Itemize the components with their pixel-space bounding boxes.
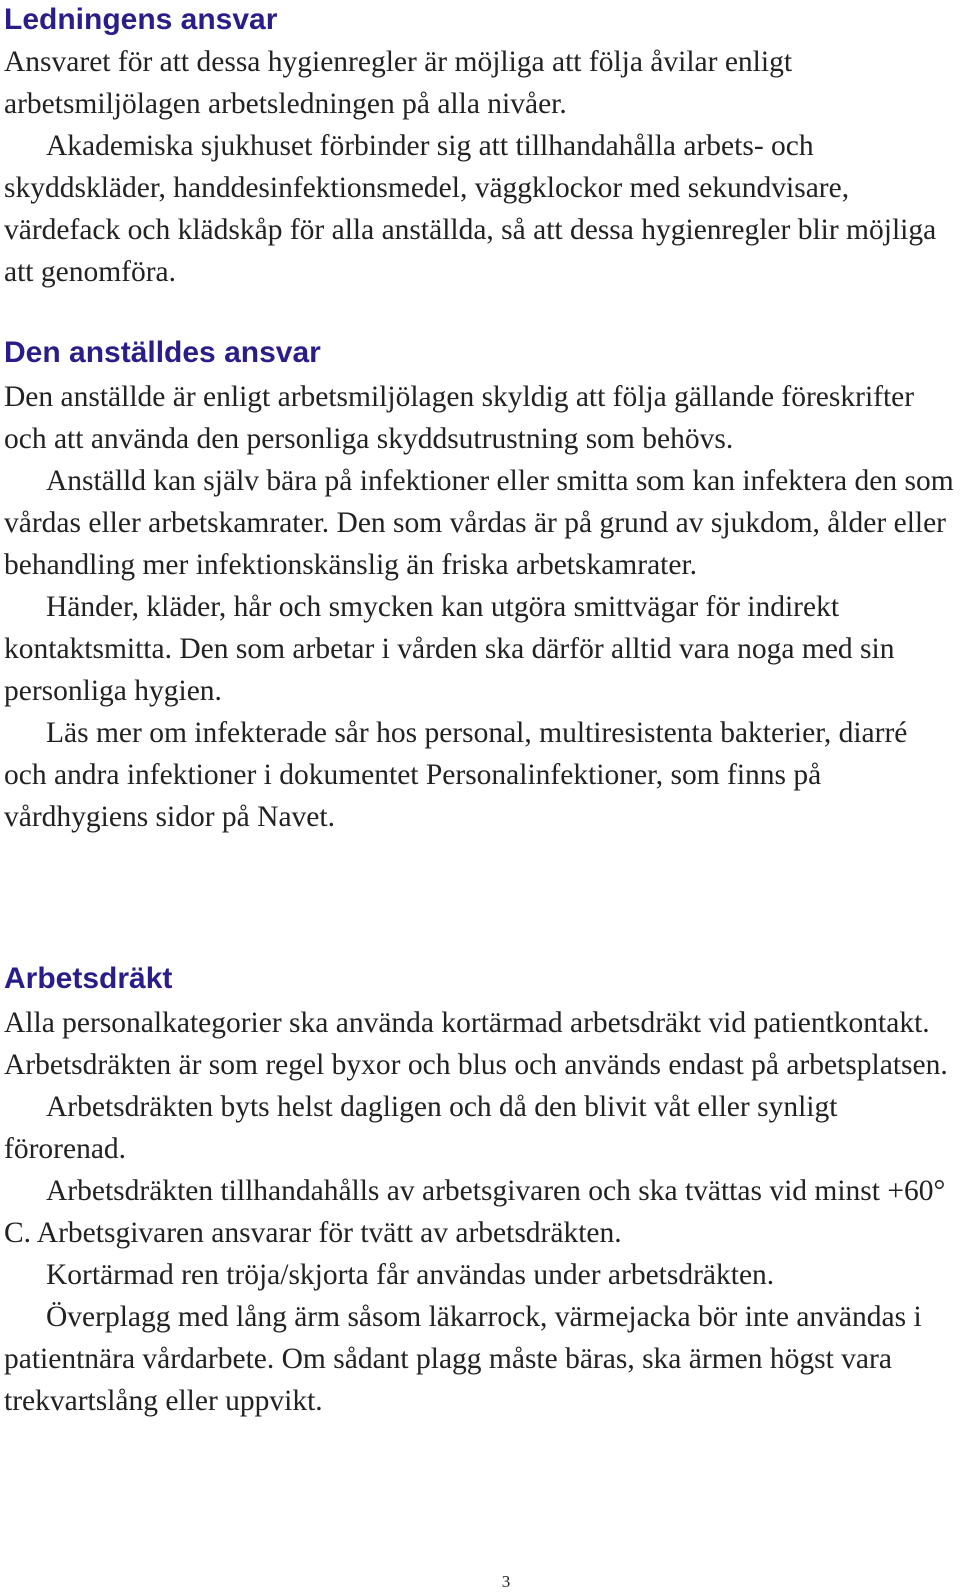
- section-arbetsdrakt: [4, 960, 954, 1422]
- section-heading: Den anställdes ansvar: [4, 336, 321, 369]
- paragraph: Överplagg med lång ärm såsom läkarrock, värmejacka bör inte användas i patientnära vårdarbete. Om sådant plagg måste bäras, ska ärmen högst vara trekvartslång eller uppvikt.: [4, 1301, 922, 1417]
- paragraph: Kortärmad ren tröja/skjorta får användas under arbetsdräkten.: [46, 1259, 775, 1291]
- paragraph: Akademiska sjukhuset förbinder sig att tillhandahålla arbets- och skyddskläder, handdesinfektionsmedel, väggklockor med sekundvisare, värdefack och klädskåp för alla anställda, så att dessa hygienregler blir möjliga att genomföra.: [4, 130, 937, 288]
- paragraph: Den anställde är enligt arbetsmiljölagen skyldig att följa gällande föreskrifter och att använda den personliga skyddsutrustning som behövs.: [4, 381, 915, 455]
- paragraph: Ansvaret för att dessa hygienregler är möjliga att följa åvilar enligt arbetsmiljölagen arbetsledningen på alla nivåer.: [4, 46, 793, 120]
- paragraph: Anställd kan själv bära på infektioner eller smitta som kan infektera den som vårdas eller arbetskamrater. Den som vårdas är på grund av sjukdom, ålder eller behandling mer infektionskänslig än friska arbetskamrater.: [4, 465, 954, 581]
- section-den-anstalldes-ansvar: [4, 334, 954, 838]
- section-ledningens-ansvar: [4, 1, 954, 293]
- paragraph: Händer, kläder, hår och smycken kan utgöra smittvägar för indirekt kontaktsmitta. Den som arbetar i vården ska därför alltid vara noga med sin personliga hygien.: [4, 591, 895, 707]
- section-heading: Arbetsdräkt: [4, 962, 173, 995]
- paragraph: Alla personalkategorier ska använda kortärmad arbetsdräkt vid patientkontakt. Arbetsdräkten är som regel byxor och blus och används endast på arbetsplatsen.: [4, 1007, 948, 1081]
- section-heading: Ledningens ansvar: [4, 3, 278, 36]
- paragraph: Läs mer om infekterade sår hos personal, multiresistenta bakterier, diarré och andra infektioner i dokumentet Personalinfektioner, som finns på vårdhygiens sidor på Navet.: [4, 717, 908, 833]
- paragraph: Arbetsdräkten tillhandahålls av arbetsgivaren och ska tvättas vid minst +60° C. Arbetsgivaren ansvarar för tvätt av arbetsdräkten.: [4, 1175, 946, 1249]
- page-number: 3: [501, 1572, 511, 1591]
- paragraph: Arbetsdräkten byts helst dagligen och då den blivit våt eller synligt förorenad.: [4, 1091, 838, 1165]
